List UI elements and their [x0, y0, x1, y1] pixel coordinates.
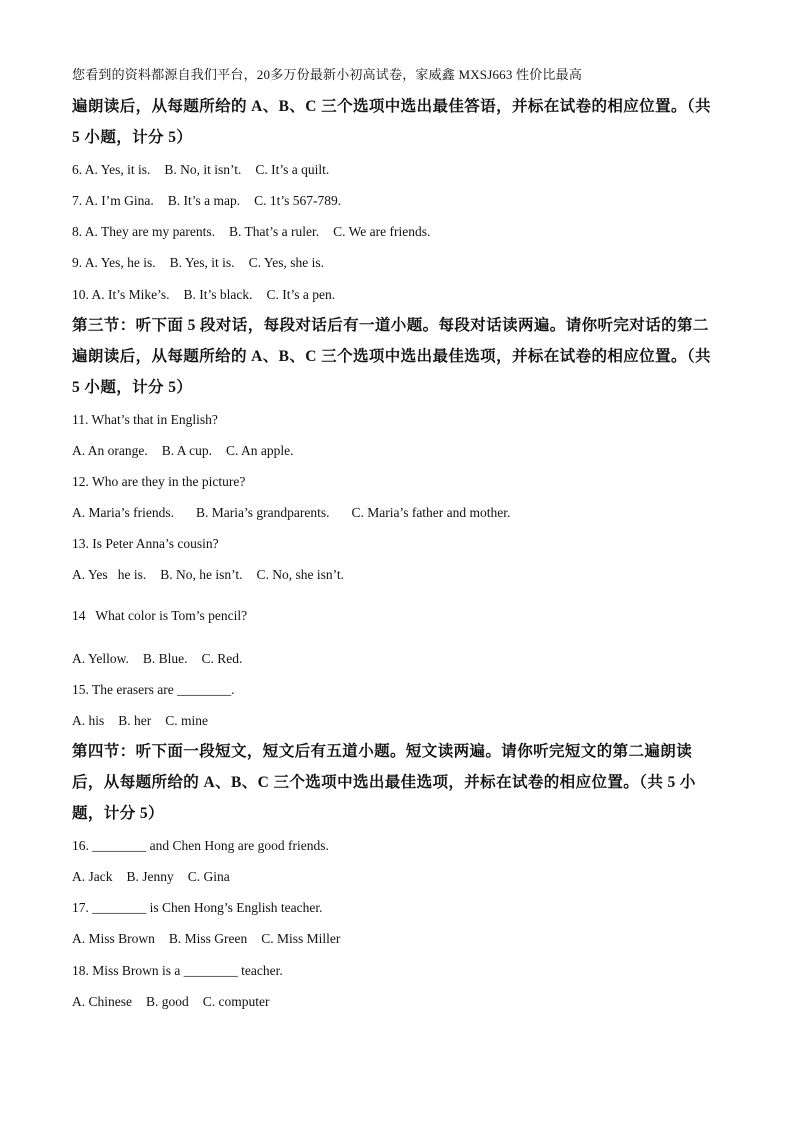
option: C. No, she isn’t. — [256, 567, 345, 582]
option: C. We are friends. — [333, 224, 431, 239]
question-text: 15. The erasers are ________. — [72, 682, 235, 697]
answer-options-row — [72, 504, 510, 522]
option: C. computer — [202, 994, 270, 1009]
section4-heading-line: 后，从每题所给的 A、B、C 三个选项中选出最佳选项，并标在试卷的相应位置。（共 5 小 — [72, 774, 696, 791]
section4-heading-line: 题，计分 5） — [72, 805, 164, 822]
option: A. Yellow. — [72, 651, 129, 666]
option: B. No, he isn’t. — [160, 567, 243, 582]
question-text: 11. What’s that in English? — [72, 412, 218, 427]
question-text: 13. Is Peter Anna’s cousin? — [72, 536, 219, 551]
option: C. It’s a pen. — [266, 287, 336, 302]
option: A. his — [72, 713, 105, 728]
answer-options-row — [72, 868, 230, 886]
option: C. It’s a quilt. — [255, 162, 330, 177]
section3-heading-line: 第三节：听下面 5 段对话，每段对话后有一道小题。每段对话读两遍。请你听完对话的第二 — [72, 317, 709, 334]
option: A. An orange. — [72, 443, 148, 458]
section2-instructions-line: 5 小题，计分 5） — [72, 129, 193, 146]
answer-options-row — [72, 442, 294, 460]
option: A. Jack — [72, 869, 113, 884]
option: B. her — [118, 713, 152, 728]
answer-options-row — [72, 254, 324, 272]
option: 9. A. Yes, he is. — [72, 255, 156, 270]
answer-options-row — [72, 993, 270, 1011]
option: B. It’s a map. — [167, 193, 241, 208]
option: A. Miss Brown — [72, 931, 155, 946]
answer-options-row — [72, 930, 340, 948]
option: C. Red. — [201, 651, 243, 666]
option: C. Yes, she is. — [248, 255, 324, 270]
option: B. That’s a ruler. — [228, 224, 320, 239]
option: C. Gina — [187, 869, 230, 884]
option: 10. A. It’s Mike’s. — [72, 287, 170, 302]
option: C. Maria’s father and mother. — [351, 505, 511, 520]
question-text: 12. Who are they in the picture? — [72, 474, 246, 489]
answer-options-row — [72, 161, 329, 179]
option: B. Maria’s grandparents. — [195, 505, 330, 520]
option: A. Chinese — [72, 994, 132, 1009]
option: B. good — [146, 994, 189, 1009]
section3-heading-line: 5 小题，计分 5） — [72, 379, 193, 396]
option: C. An apple. — [226, 443, 294, 458]
option: B. A cup. — [161, 443, 212, 458]
section2-instructions-line: 遍朗读后，从每题所给的 A、B、C 三个选项中选出最佳答语，并标在试卷的相应位置。（共 — [72, 98, 711, 115]
answer-options-row — [72, 650, 242, 668]
option: 6. A. Yes, it is. — [72, 162, 151, 177]
answer-options-row — [72, 286, 335, 304]
option: C. mine — [165, 713, 209, 728]
option: B. It’s black. — [183, 287, 253, 302]
option: C. Miss Miller — [261, 931, 341, 946]
answer-options-row — [72, 566, 344, 584]
answer-options-row — [72, 223, 430, 241]
option: A. Maria’s friends. — [72, 505, 174, 520]
option: C. 1t’s 567-789. — [254, 193, 342, 208]
option: B. Yes, it is. — [169, 255, 235, 270]
question-text: 17. ________ is Chen Hong’s English teacher. — [72, 900, 323, 915]
option: B. No, it isn’t. — [164, 162, 242, 177]
option: B. Miss Green — [168, 931, 248, 946]
question-text: 18. Miss Brown is a ________ teacher. — [72, 963, 283, 978]
section3-heading-line: 遍朗读后，从每题所给的 A、B、C 三个选项中选出最佳选项，并标在试卷的相应位置。（共 — [72, 348, 711, 365]
option: 7. A. I’m Gina. — [72, 193, 154, 208]
option: 8. A. They are my parents. — [72, 224, 215, 239]
answer-options-row — [72, 712, 208, 730]
question-text: 14 What color is Tom’s pencil? — [72, 608, 248, 623]
option: B. Jenny — [126, 869, 174, 884]
answer-options-row — [72, 192, 341, 210]
option: B. Blue. — [142, 651, 188, 666]
promo-header: 您看到的资料都源自我们平台，20多万份最新小初高试卷，家威鑫 MXSJ663 性价比最高 — [72, 67, 583, 82]
section4-heading-line: 第四节：听下面一段短文，短文后有五道小题。短文读两遍。请你听完短文的第二遍朗读 — [72, 743, 693, 760]
question-text: 16. ________ and Chen Hong are good friends. — [72, 838, 329, 853]
option: A. Yes he is. — [72, 567, 147, 582]
